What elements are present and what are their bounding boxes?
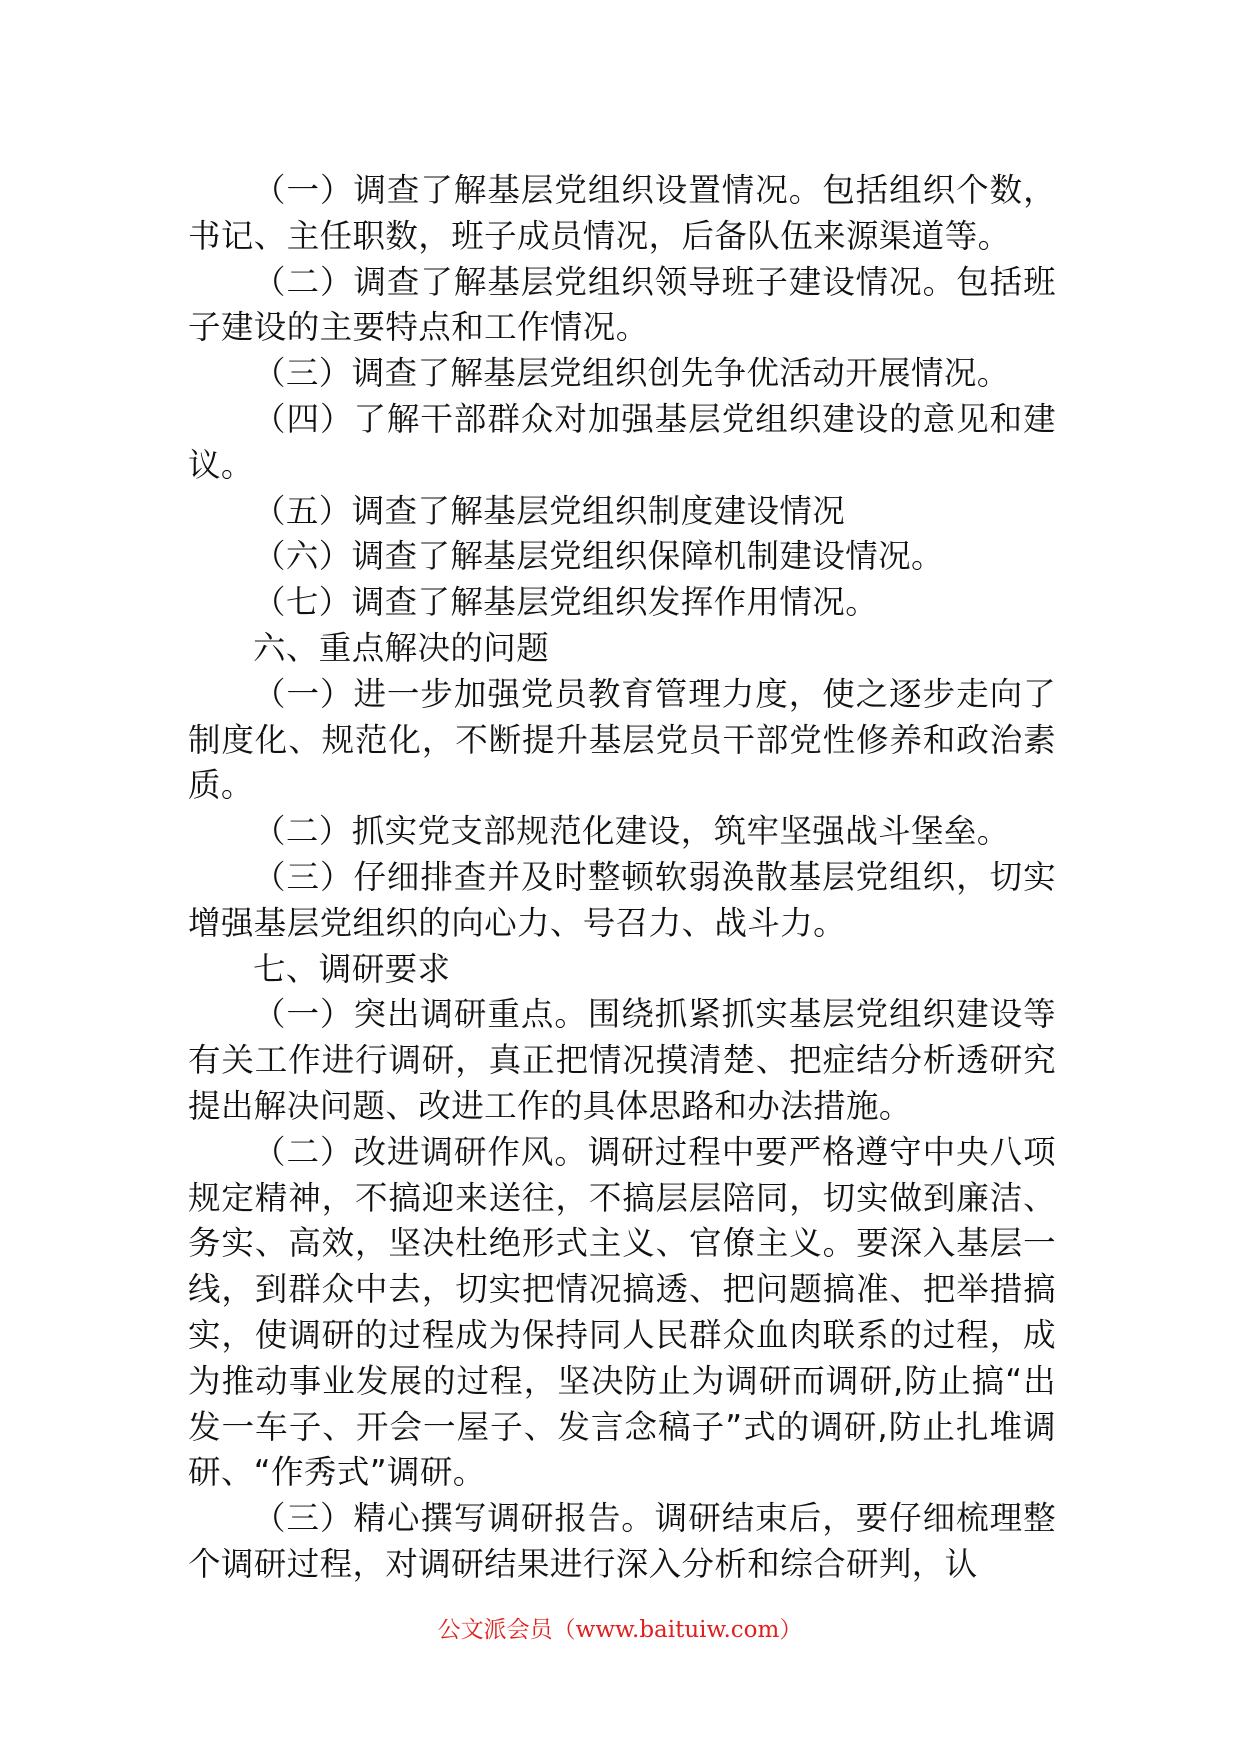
paragraph-11: （一）突出调研重点。围绕抓紧抓实基层党组织建设等有关工作进行调研，真正把情况摸清楚、把症结分析透研究提出解决问题、改进工作的具体思路和办法措施。 <box>188 995 1056 1125</box>
paragraph-13: （三）精心撰写调研报告。调研结束后，要仔细梳理整个调研过程，对调研结果进行深入分析和综合研判，认 <box>188 1499 1056 1583</box>
footer-watermark: 公文派会员（www.baituiw.com） <box>437 1617 803 1643</box>
paragraph-3: （三）调查了解基层党组织创先争优活动开展情况。 <box>253 354 1010 393</box>
paragraph-5: （五）调查了解基层党组织制度建设情况 <box>253 491 846 530</box>
paragraph-10: （三）仔细排查并及时整顿软弱涣散基层党组织，切实增强基层党组织的向心力、号召力、战斗力。 <box>188 857 1056 942</box>
section-heading-7: 七、调研要求 <box>253 949 451 988</box>
paragraph-1: （一）调查了解基层党组织设置情况。包括组织个数，书记、主任职数，班子成员情况，后备队伍来源渠道等。 <box>188 171 1056 255</box>
paragraph-4: （四）了解干部群众对加强基层党组织建设的意见和建议。 <box>188 399 1056 484</box>
paragraph-6: （六）调查了解基层党组织保障机制建设情况。 <box>253 537 944 576</box>
paragraph-7: （七）调查了解基层党组织发挥作用情况。 <box>253 583 879 622</box>
paragraph-2: （二）调查了解基层党组织领导班子建设情况。包括班子建设的主要特点和工作情况。 <box>188 262 1056 347</box>
document-body <box>188 168 1056 1588</box>
paragraph-9: （二）抓实党支部规范化建设，筑牢坚强战斗堡垒。 <box>253 812 1010 851</box>
paragraph-12: （二）改进调研作风。调研过程中要严格遵守中央八项规定精神，不搞迎来送往，不搞层层陪同，切实做到廉洁、务实、高效，坚决杜绝形式主义、官僚主义。要深入基层一线，到群众中去，切实把情况搞透、把问题搞准、把举措搞实，使调研的过程成为保持同人民群众血肉联系的过程，成为推动事业发展的过程，坚决防止为调研而调研,防止搞“出发一车子、开会一屋子、发言念稿子”式的调研,防止扎堆调研、“作秀式”调研。 <box>188 1132 1056 1492</box>
section-heading-6: 六、重点解决的问题 <box>253 628 550 667</box>
paragraph-8: （一）进一步加强党员教育管理力度，使之逐步走向了制度化、规范化，不断提升基层党员干部党性修养和政治素质。 <box>188 674 1056 805</box>
